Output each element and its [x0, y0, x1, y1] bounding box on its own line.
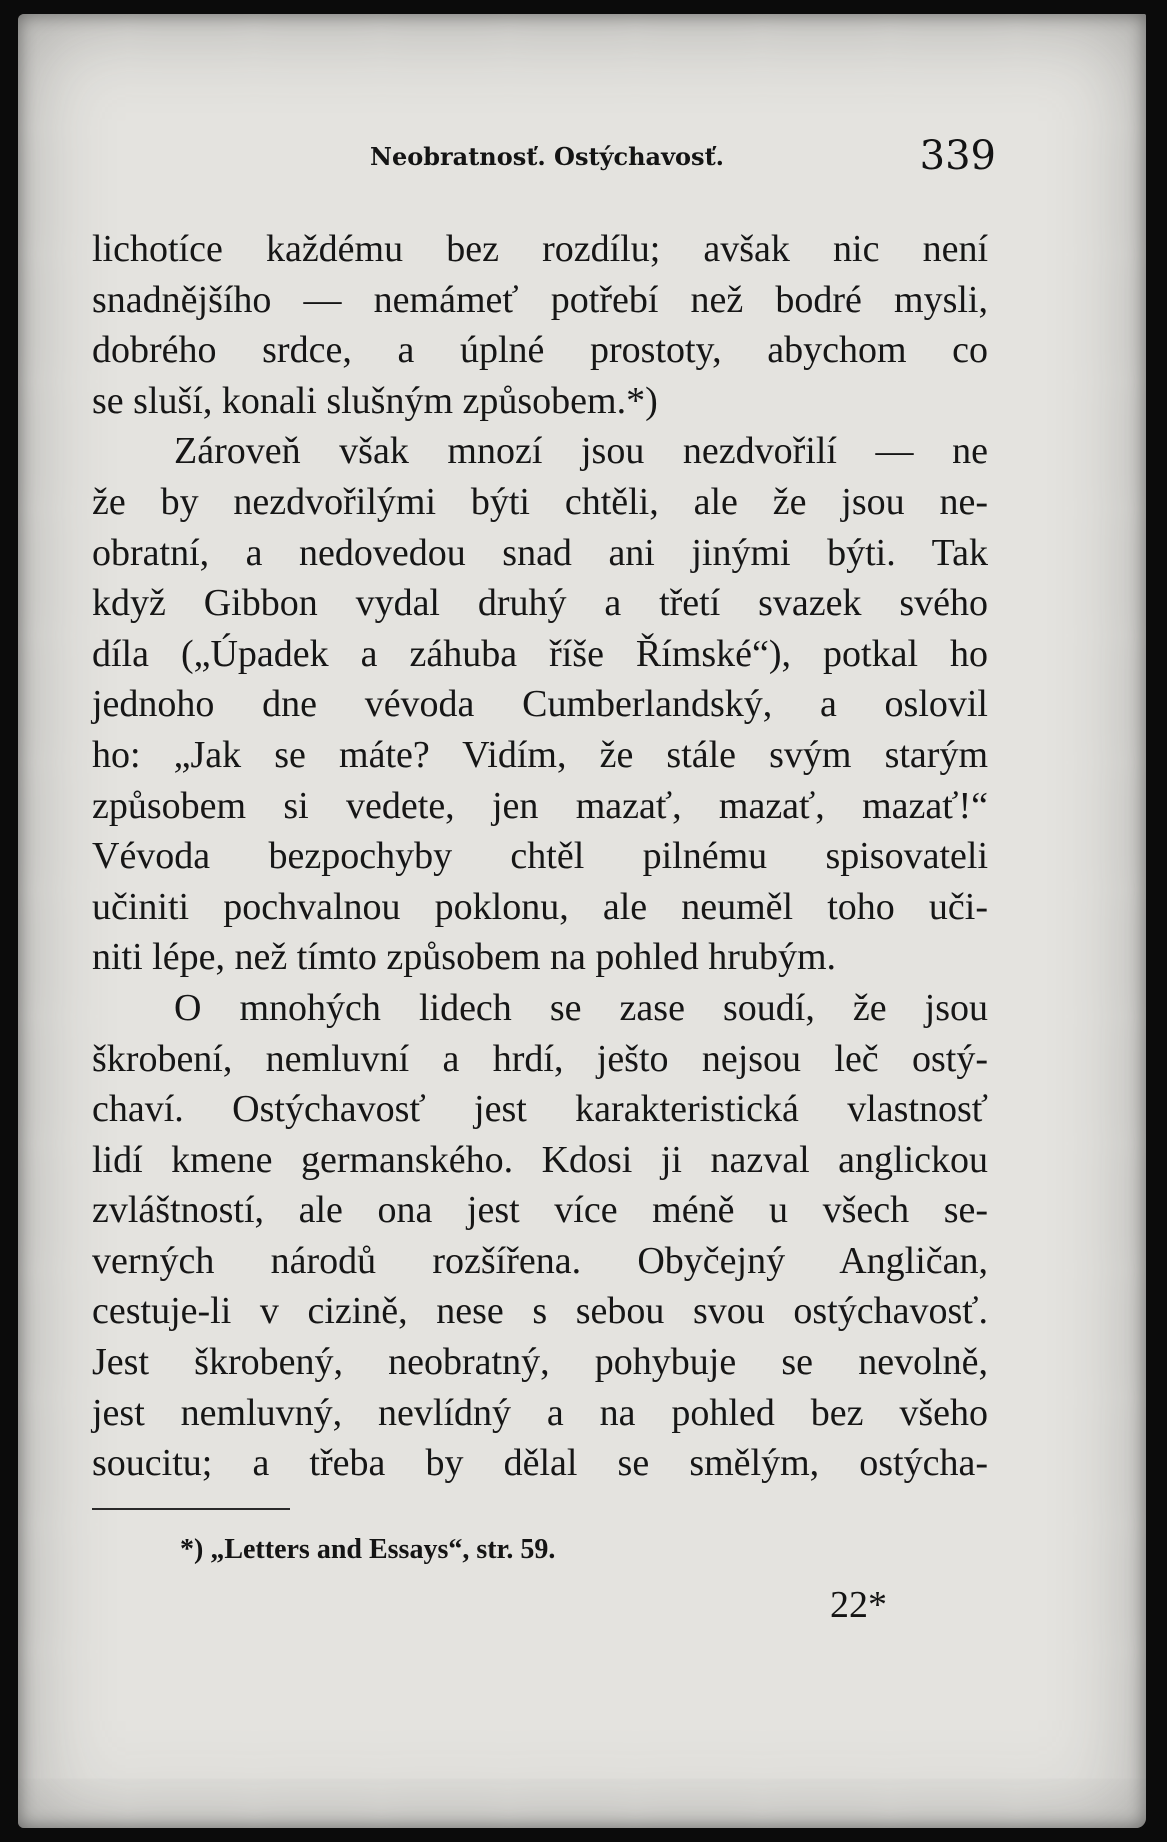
text-line: snadnějšího — nemámeť potřebí než bodré mysli,: [92, 278, 988, 321]
text-line: Vévoda bezpochyby chtěl pilnému spisovateli: [92, 835, 988, 878]
signature-mark: 22*: [830, 1584, 887, 1626]
page-number: 339: [919, 133, 996, 179]
text-line: jest nemluvný, nevlídný a na pohled bez všeho: [92, 1391, 988, 1434]
text-line: se sluší, konali slušným způsobem.*): [92, 379, 658, 422]
text-line: ho: „Jak se máte? Vidím, že stále svým starým: [92, 733, 988, 776]
running-head: Neobratnosť. Ostýchavosť.: [370, 142, 725, 171]
text-line: obratní, a nedovedou snad ani jinými býti. Tak: [92, 531, 988, 574]
text-line: cestuje-li v cizině, nese s sebou svou ostýchavosť.: [92, 1290, 988, 1333]
text-line: zvláštností, ale ona jest více méně u všech se-: [92, 1189, 988, 1232]
text-line: když Gibbon vydal druhý a třetí svazek svého: [92, 582, 988, 625]
text-line: Jest škrobený, neobratný, pohybuje se nevolně,: [92, 1341, 988, 1384]
page-header: [360, 133, 996, 200]
footnote: *) „Letters and Essays“, str. 59.: [180, 1534, 556, 1565]
text-line: lidí kmene germanského. Kdosi ji nazval anglickou: [92, 1138, 988, 1181]
body-text: [92, 224, 988, 1489]
text-line: chaví. Ostýchavosť jest karakteristická vlastnosť: [92, 1088, 988, 1131]
text-line: díla („Úpadek a záhuba říše Římské“), potkal ho: [92, 632, 988, 675]
text-line: škrobení, nemluvní a hrdí, ješto nejsou leč ostý-: [92, 1037, 988, 1080]
text-line: Zároveň však mnozí jsou nezdvořilí — ne: [174, 430, 988, 473]
text-line: dobrého srdce, a úplné prostoty, abychom co: [92, 329, 988, 372]
text-line: niti lépe, než tímto způsobem na pohled hrubým.: [92, 936, 837, 979]
footnote-divider: [92, 1508, 290, 1510]
text-line: O mnohých lidech se zase soudí, že jsou: [174, 986, 988, 1029]
text-line: soucitu; a třeba by dělal se smělým, ostýcha-: [92, 1442, 988, 1485]
text-line: učiniti pochvalnou poklonu, ale neuměl toho uči-: [92, 885, 988, 928]
text-line: lichotíce každému bez rozdílu; avšak nic není: [92, 228, 988, 270]
text-line: způsobem si vedete, jen mazať, mazať, mazať!“: [92, 784, 988, 827]
text-line: verných národů rozšířena. Obyčejný Angličan,: [92, 1239, 988, 1282]
text-line: jednoho dne vévoda Cumberlandský, a oslovil: [92, 683, 988, 726]
text-line: že by nezdvořilými býti chtěli, ale že jsou ne-: [92, 480, 988, 523]
